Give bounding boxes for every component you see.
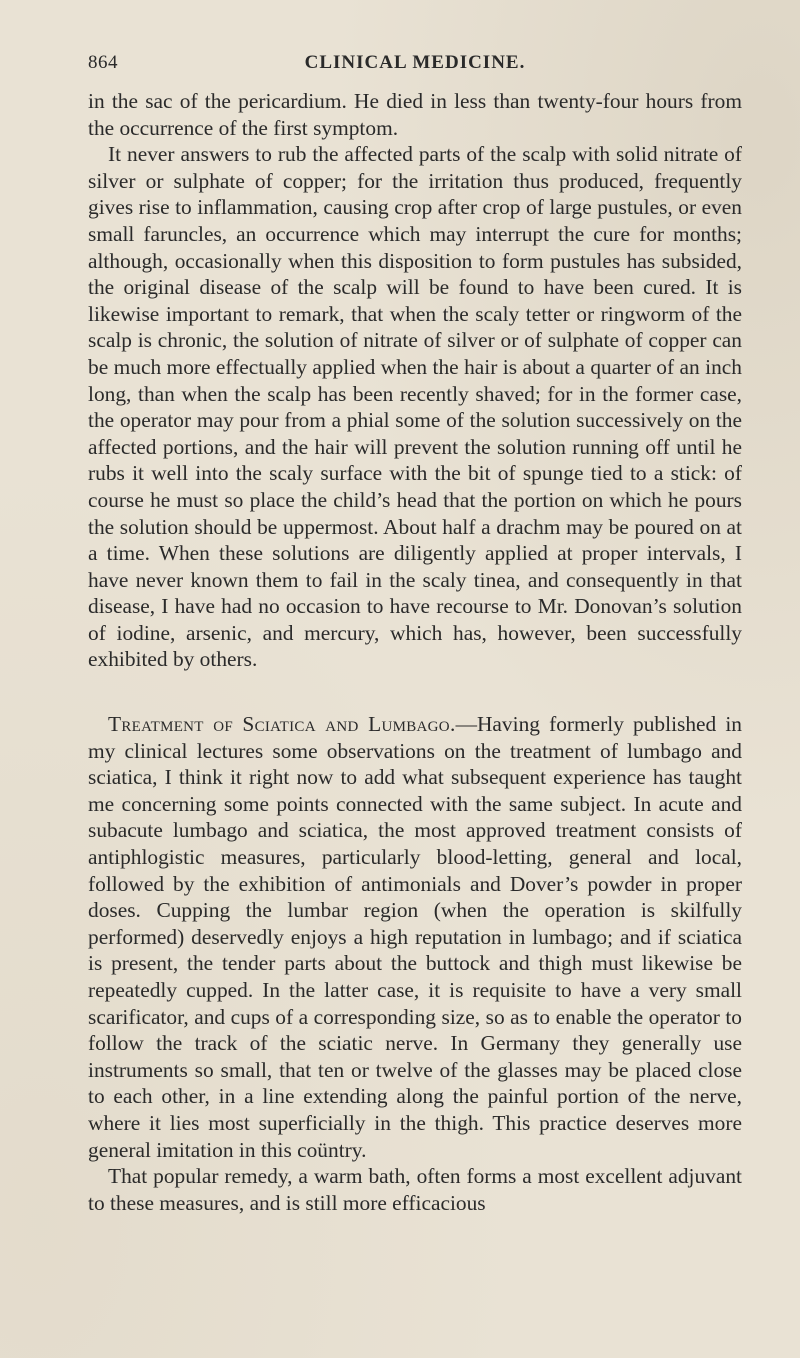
- body-text: [88, 88, 742, 1216]
- paragraph-warm-bath: That popular remedy, a warm bath, often forms a most excellent adjuvant to these measures, and is still more efficacious: [88, 1164, 742, 1215]
- paragraph-continuation: in the sac of the pericardium. He died in less than twenty-four hours from the occurrence of the first symptom.: [88, 89, 742, 140]
- running-head: [88, 0, 742, 78]
- page-header: CLINICAL MEDICINE.: [304, 52, 526, 73]
- section-text: —Having formerly published in my clinical lectures some observations on the treatment of lumbago and sciatica, I think it right now to add what subsequent experience has taught me concerning some points connected with the same subject. In acute and subacute lumbago and sciatica, the most approved treatment consists of antiphlogistic measures, particularly blood-letting, general and local, followed by the exhibition of antimonials and Dover’s powder in proper doses. Cupping the lumbar region (when the operation is skilfully performed) deservedly enjoys a high reputation in lumbago; and if sciatica is present, the tender parts about the buttock and thigh must likewise be repeatedly cupped. In the latter case, it is requisite to have a very small scarificator, and cups of a corresponding size, so as to enable the operator to follow the track of the sciatic nerve. In Germany they generally use instruments so small, that ten or twelve of the glasses may be placed close to each other, in a line extending along the painful portion of the nerve, where it lies most superficially in the thigh. This practice deserves more general imitation in this coüntry.: [88, 712, 742, 1162]
- page-number: 864: [88, 52, 118, 73]
- section-heading: Treatment of Sciatica and Lumbago.: [108, 712, 456, 737]
- paragraph-sciatica-lumbago: [88, 711, 742, 1163]
- section-spacer: [88, 673, 742, 711]
- paragraph-scalp-treatment: It never answers to rub the affected parts of the scalp with solid nitrate of silver or sulphate of copper; for the irritation thus produced, frequently gives rise to inflammation, causing crop after crop of large pustules, or even small faruncles, an occurrence which may interrupt the cure for months; although, occasionally when this disposition to form pustules has subsided, the original disease of the scalp will be found to have been cured. It is likewise important to remark, that when the scaly tetter or ringworm of the scalp is chronic, the solution of nitrate of silver or of sulphate of copper can be much more effectually applied when the hair is about a quarter of an inch long, than when the scalp has been recently shaved; for in the former case, the operator may pour from a phial some of the solution successively on the affected portions, and the hair will prevent the solution running off until he rubs it well into the scaly surface with the bit of spunge tied to a stick: of course he must so place the child’s head that the portion on which he pours the solution should be uppermost. About half a drachm may be poured on at a time. When these solutions are diligently applied at proper intervals, I have never known them to fail in the scaly tinea, and consequently in that disease, I have had no occasion to have recourse to Mr. Donovan’s solution of iodine, arsenic, and mercury, which has, however, been successfully exhibited by others.: [88, 142, 742, 672]
